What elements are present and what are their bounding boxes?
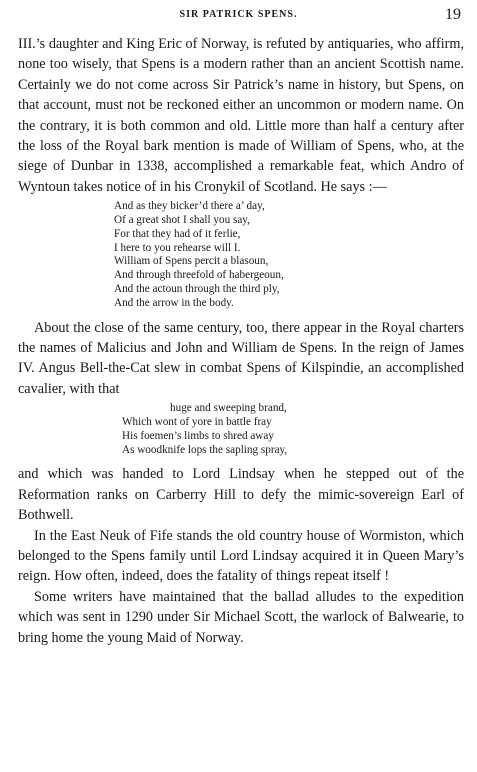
verse-line: His foemen’s limbs to shred away: [122, 429, 274, 442]
paragraph-2: About the close of the same century, too, there appear in the Royal charters the names of Malicius and John and William de Spens. In the reign of James IV. Angus Bell-the-Cat slew in combat Spens of Kilspindie, an accomplished cavalier, with that: [18, 319, 464, 397]
verse-line: Of a great shot I shall you say,: [114, 214, 250, 227]
verse-line: As woodknife lops the sapling spray,: [122, 443, 288, 456]
verse-line: Which wont of yore in battle fray: [122, 416, 272, 429]
paragraph-5: Some writers have maintained that the ballad alludes to the expedition which was sent in 1290 under Sir Michael Scott, the warlock of Balwearie, to bring home the young Maid of Norway.: [18, 588, 464, 646]
paragraph-4: In the East Neuk of Fife stands the old country house of Wormiston, which belonged to the Spens family until Lord Lindsay acquired it in Queen Mary’s reign. How often, indeed, does the fatality of things repeat itself !: [18, 527, 464, 585]
verse-quotation-wyntoun: [18, 200, 464, 310]
running-title: SIR PATRICK SPENS.: [179, 9, 298, 20]
paragraph-3: and which was handed to Lord Lindsay when he stepped out of the Reformation ranks on Carberry Hill to defy the mimic-sovereign Earl of Bothwell.: [18, 466, 464, 524]
paragraph-1: III.’s daughter and King Eric of Norway, is refuted by antiquaries, who affirm, none too wisely, that Spens is a modern rather than an ancient Scottish name. Certainly we do not come across Sir Patrick’s name in history, but Spens, on that account, must not be reckoned either an uncommon or modern name. On the contrary, it is both common and old. Little more than half a century after the loss of the Royal bark mention is made of William of Spens, who, at the siege of Dunbar in 1338, accomplished a remarkable feat, which Andro of Wyntoun takes notice of in his Cronykil of Scotland. He says :—: [18, 36, 464, 195]
verse-line: And the actoun through the third ply,: [114, 283, 280, 296]
body-text: [18, 34, 464, 648]
verse-quotation-brand: [18, 402, 464, 457]
verse-line: And as they bicker’d there a’ day,: [114, 200, 265, 213]
verse-line: William of Spens percit a blasoun,: [114, 255, 269, 268]
verse-line: For that they had of it ferlie,: [114, 227, 241, 240]
verse-line: And through threefold of habergeoun,: [114, 269, 284, 282]
verse-line: huge and sweeping brand,: [170, 402, 287, 415]
running-head: [0, 6, 477, 26]
verse-line: And the arrow in the body.: [114, 296, 234, 309]
page-number: 19: [445, 6, 461, 23]
verse-line: I here to you rehearse will I.: [114, 241, 241, 254]
